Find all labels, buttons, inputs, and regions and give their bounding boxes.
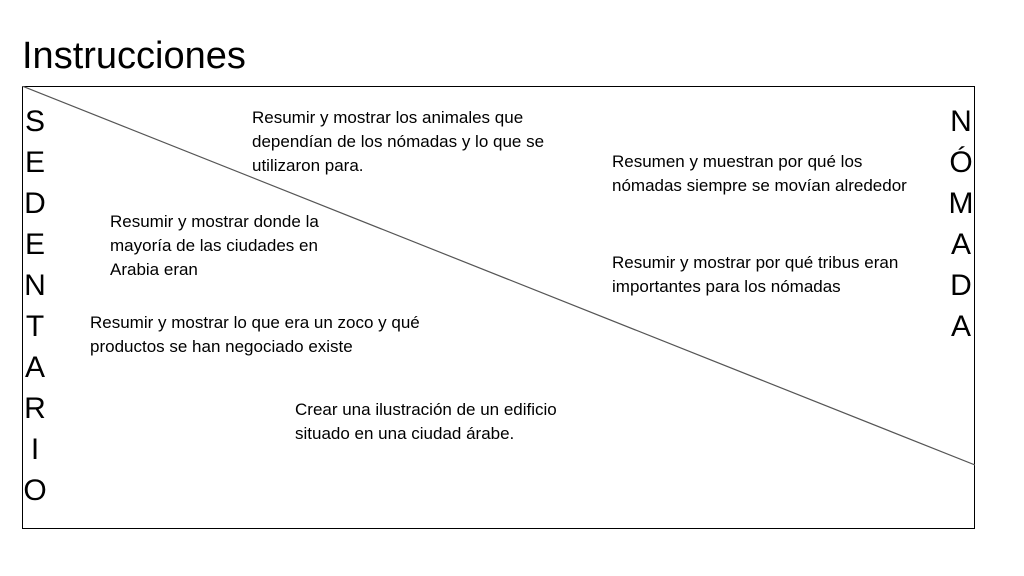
sedentario-letter: S (24, 105, 45, 138)
task-building-illustration: Crear una ilustración de un edificio situado en una ciudad árabe. (295, 400, 557, 443)
nomada-letter: A (950, 310, 971, 343)
task-nomads-moving: Resumen y muestran por qué los nómadas siempre se movían alrededor (612, 152, 907, 195)
nomada-letter: A (950, 228, 971, 261)
sedentario-letter: A (24, 351, 45, 384)
sedentario-letter: O (23, 474, 47, 507)
nomada-letter: M (948, 187, 974, 220)
task-arabia-cities: Resumir y mostrar donde la mayoría de las ciudades en Arabia eran (110, 212, 319, 279)
nomada-vertical-label (948, 101, 974, 347)
nomada-letter: Ó (949, 146, 973, 179)
sedentario-letter: E (24, 228, 45, 261)
sedentario-letter: N (24, 269, 46, 302)
sedentario-letter: T (25, 310, 45, 343)
sedentario-vertical-label (22, 101, 48, 511)
sedentario-letter: R (24, 392, 46, 425)
task-nomad-animals: Resumir y mostrar los animales que dependían de los nómadas y lo que se utilizaron para. (252, 108, 545, 175)
sedentario-letter: E (24, 146, 45, 179)
sedentario-letter: D (24, 187, 46, 220)
nomada-letter: D (950, 269, 972, 302)
task-tribes-importance: Resumir y mostrar por qué tribus eran importantes para los nómadas (612, 253, 899, 296)
sedentario-letter: I (30, 433, 40, 466)
page-title: Instrucciones (22, 35, 246, 77)
nomada-letter: N (950, 105, 972, 138)
task-souk-products: Resumir y mostrar lo que era un zoco y qué productos se han negociado existe (90, 313, 420, 356)
